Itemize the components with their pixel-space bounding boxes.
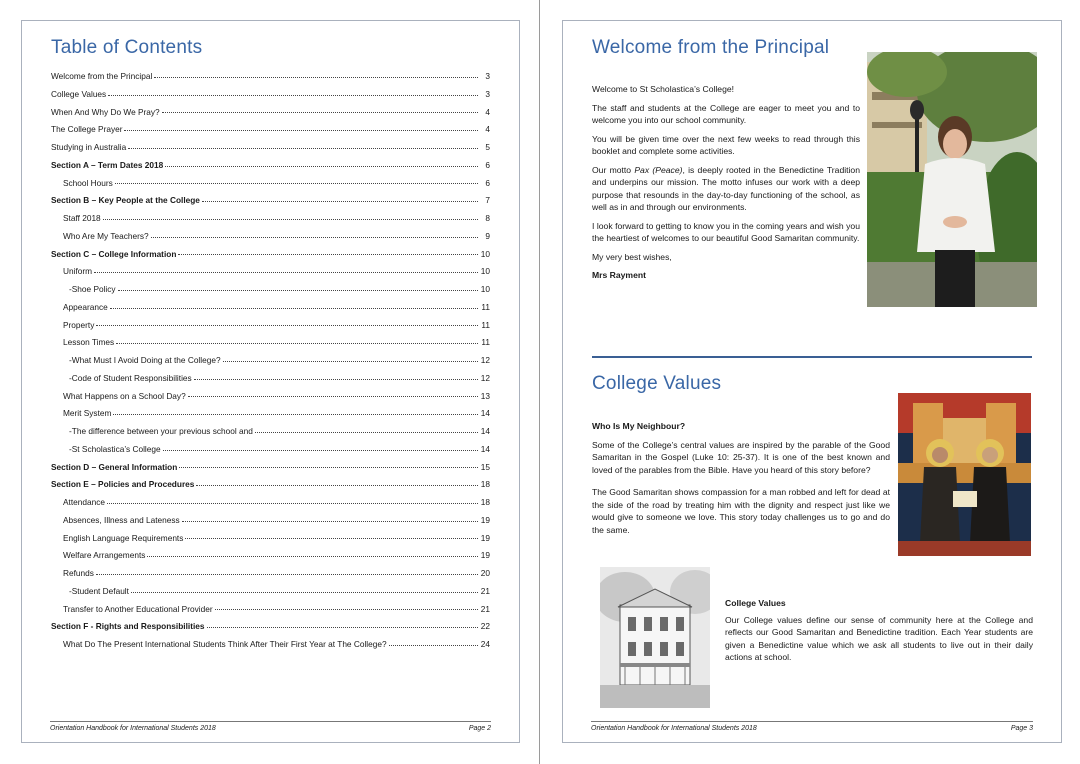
toc-leader-dots — [178, 254, 478, 255]
toc-leader-dots — [196, 485, 478, 486]
toc-entry-label: Staff 2018 — [63, 213, 101, 223]
toc-entry[interactable] — [51, 210, 490, 228]
page-footer — [50, 721, 491, 732]
toc-leader-dots — [202, 201, 478, 202]
toc-entry[interactable] — [51, 388, 490, 406]
toc-entry[interactable] — [51, 530, 490, 548]
toc-leader-dots — [124, 130, 478, 131]
toc-entry[interactable] — [51, 423, 490, 441]
section-divider — [592, 356, 1032, 358]
toc-entry-page: 6 — [485, 159, 490, 170]
toc-entry-page: 13 — [480, 390, 490, 401]
toc-entry-page: 21 — [480, 603, 490, 614]
values-paragraph: Some of the College’s central values are inspired by the parable of the Good Samaritan in the Gospel (Luke 10: 25-37). It is one of the best known and loved of the parables from the Bible. Have you heard of this story before? — [592, 439, 890, 475]
college-building-sketch — [600, 567, 710, 708]
toc-entry-label: -St Scholastica’s College — [69, 443, 161, 454]
toc-entry[interactable] — [51, 228, 490, 246]
toc-entry-label: Section D – General Information — [51, 461, 178, 472]
toc-entry-page: 5 — [485, 142, 490, 152]
toc-entry-label: Welcome from the Principal — [51, 71, 153, 81]
page-footer — [591, 721, 1033, 732]
toc-entry[interactable] — [51, 618, 490, 636]
toc-leader-dots — [162, 112, 478, 113]
toc-entry[interactable] — [51, 157, 490, 175]
toc-entry-page: 3 — [485, 88, 490, 99]
toc-leader-dots — [151, 237, 478, 238]
toc-entry[interactable] — [51, 263, 490, 281]
toc-entry[interactable] — [51, 565, 490, 583]
toc-entry-label: Section F - Rights and Responsibilities — [51, 621, 205, 632]
toc-entry-label: Refunds — [63, 568, 94, 578]
footer-title: Orientation Handbook for International Students 2018 — [50, 725, 216, 732]
toc-leader-dots — [188, 396, 478, 397]
toc-entry-page: 14 — [480, 426, 490, 436]
toc-entry[interactable] — [51, 281, 490, 299]
welcome-greeting: Welcome to St Scholastica’s College! — [592, 84, 735, 94]
toc-leader-dots — [110, 308, 478, 309]
toc-leader-dots — [179, 467, 478, 468]
toc-entry[interactable] — [51, 405, 490, 423]
toc-entry[interactable] — [51, 104, 490, 122]
toc-entry[interactable] — [51, 636, 490, 654]
principal-signature: Mrs Rayment — [592, 270, 646, 280]
principal-photo — [867, 52, 1037, 307]
toc-entry-label: Section E – Policies and Procedures — [51, 479, 195, 490]
toc-leader-dots — [115, 183, 478, 184]
values-body — [592, 420, 890, 542]
toc-entry[interactable] — [51, 441, 490, 459]
toc-entry-page: 10 — [480, 248, 490, 259]
toc-leader-dots — [207, 627, 478, 628]
toc-entry-page: 18 — [480, 479, 490, 490]
values-paragraph: The Good Samaritan shows compassion for a man robbed and left for dead at the side of the road by treating him with the dignity and respect just like we would give to someone we love. This story today challenges us to go and do the same. — [592, 487, 890, 535]
toc-leader-dots — [116, 343, 478, 344]
toc-entry-label: -Code of Student Responsibilities — [69, 372, 192, 383]
toc-entry-label: Welfare Arrangements — [63, 550, 146, 561]
footer-page-number: Page 2 — [468, 725, 491, 732]
toc-leader-dots — [154, 77, 478, 78]
toc-entry-label: The College Prayer — [51, 124, 123, 135]
page-gutter-divider — [539, 0, 540, 764]
toc-entry[interactable] — [51, 317, 490, 335]
toc-entry-page: 19 — [480, 514, 490, 525]
toc-leader-dots — [165, 166, 478, 167]
toc-entry-label: -Shoe Policy — [69, 284, 116, 294]
toc-entry-label: Transfer to Another Educational Provider — [63, 603, 213, 614]
toc-entry-label: Section A – Term Dates 2018 — [51, 159, 164, 170]
toc-entry-label: College Values — [51, 88, 107, 99]
toc-entry-page: 14 — [480, 443, 490, 454]
toc-entry-page: 22 — [480, 621, 490, 632]
page-table-of-contents — [21, 20, 520, 743]
welcome-paragraph: The staff and students at the College are eager to meet you and to welcome you into our school community. — [592, 102, 860, 125]
toc-entry-label: Appearance — [63, 301, 108, 312]
toc-entry[interactable] — [51, 246, 490, 264]
toc-entry-page: 10 — [480, 284, 490, 294]
toc-entry-label: English Language Requirements — [63, 532, 184, 543]
toc-entry-label: School Hours — [63, 177, 113, 188]
toc-entry-page: 21 — [480, 585, 490, 596]
toc-leader-dots — [389, 645, 478, 646]
footer-page-number: Page 3 — [1010, 725, 1033, 732]
toc-entry-label: Section B – Key People at the College — [51, 195, 200, 206]
toc-entry-page: 15 — [480, 461, 490, 472]
toc-entry[interactable] — [51, 583, 490, 601]
toc-entry[interactable] — [51, 476, 490, 494]
toc-entry-page: 6 — [485, 177, 490, 188]
toc-entry-page: 20 — [480, 568, 490, 578]
toc-entry-label: What Do The Present International Students Think After Their First Year at The College? — [63, 639, 387, 649]
toc-leader-dots — [113, 414, 478, 415]
toc-entry-page: 10 — [480, 266, 490, 277]
toc-leader-dots — [255, 432, 478, 433]
toc-leader-dots — [107, 503, 478, 504]
toc-entry[interactable] — [51, 139, 490, 157]
values-title: College Values — [592, 373, 722, 394]
toc-entry-page: 7 — [485, 195, 490, 206]
toc-entry[interactable] — [51, 601, 490, 619]
toc-entry[interactable] — [51, 494, 490, 512]
toc-leader-dots — [163, 450, 478, 451]
toc-leader-dots — [128, 148, 478, 149]
toc-entry-page: 19 — [480, 532, 490, 543]
toc-entry-page: 24 — [480, 639, 490, 649]
toc-entry-label: Attendance — [63, 497, 105, 507]
college-values-subheading: College Values — [725, 598, 786, 608]
toc-entry[interactable] — [51, 299, 490, 317]
religious-painting — [898, 393, 1031, 556]
values-subheading: Who Is My Neighbour? — [592, 421, 686, 431]
toc-entry-page: 11 — [481, 301, 490, 312]
page-welcome-and-values — [562, 20, 1062, 743]
toc-entry-label: Studying in Australia — [51, 142, 127, 152]
toc-entry-page: 8 — [485, 213, 490, 223]
toc-entry[interactable] — [51, 334, 490, 352]
toc-leader-dots — [194, 379, 478, 380]
toc-entry-label: -What Must I Avoid Doing at the College? — [69, 355, 221, 365]
welcome-closing: My very best wishes, — [592, 251, 672, 262]
toc-entry[interactable] — [51, 370, 490, 388]
toc-entry[interactable] — [51, 121, 490, 139]
college-values-paragraph: Our College values define our sense of community here at the College and reflects our Good Samaritan and Benedictine tradition. Each Year students are given a Benedictine value which we ask all students to live out in their daily actions at school. — [725, 614, 1033, 662]
toc-entry-label: When And Why Do We Pray? — [51, 106, 160, 117]
toc-entry-label: Property — [63, 319, 95, 330]
toc-leader-dots — [131, 592, 478, 593]
toc-leader-dots — [223, 361, 478, 362]
toc-entry-label: Section C – College Information — [51, 248, 177, 259]
toc-entry-label: Absences, Illness and Lateness — [63, 514, 180, 525]
toc-leader-dots — [108, 95, 478, 96]
toc-entry-page: 14 — [480, 408, 490, 419]
toc-entry-page: 4 — [485, 106, 490, 117]
toc-entry[interactable] — [51, 192, 490, 210]
toc-entry[interactable] — [51, 459, 490, 477]
toc-leader-dots — [103, 219, 478, 220]
toc-leader-dots — [182, 521, 478, 522]
toc-entry-label: Who Are My Teachers? — [63, 230, 149, 241]
toc-entry-page: 19 — [480, 550, 490, 561]
toc-entry-page: 4 — [485, 124, 490, 135]
toc-leader-dots — [96, 574, 478, 575]
toc-entry[interactable] — [51, 175, 490, 193]
toc-entry[interactable] — [51, 68, 490, 86]
toc-entry-page: 18 — [480, 497, 490, 507]
toc-list — [51, 68, 490, 654]
toc-entry-label: What Happens on a School Day? — [63, 390, 186, 401]
toc-entry-label: Uniform — [63, 266, 93, 277]
toc-leader-dots — [147, 556, 478, 557]
toc-entry[interactable] — [51, 512, 490, 530]
toc-entry-label: -The difference between your previous school and — [69, 426, 253, 436]
toc-title: Table of Contents — [51, 37, 203, 58]
toc-entry-label: -Student Default — [69, 585, 129, 596]
toc-entry-page: 9 — [485, 230, 490, 241]
toc-entry-page: 11 — [481, 319, 490, 330]
toc-entry-page: 11 — [481, 337, 490, 348]
welcome-paragraph: You will be given time over the next few weeks to read through this booklet and complete some activities. — [592, 133, 860, 156]
footer-title: Orientation Handbook for International Students 2018 — [591, 725, 757, 732]
college-values-body — [725, 597, 1033, 670]
toc-leader-dots — [215, 609, 478, 610]
toc-leader-dots — [185, 538, 478, 539]
toc-entry[interactable] — [51, 86, 490, 104]
welcome-title: Welcome from the Principal — [592, 37, 830, 58]
welcome-paragraph: I look forward to getting to know you in the coming years and wish you the heartiest of welcomes to our beautiful Good Samaritan community. — [592, 220, 860, 243]
welcome-body — [592, 83, 860, 288]
toc-leader-dots — [118, 290, 478, 291]
toc-entry-label: Lesson Times — [63, 337, 115, 348]
toc-entry-page: 12 — [480, 355, 490, 365]
toc-entry-page: 12 — [480, 372, 490, 383]
toc-entry[interactable] — [51, 352, 490, 370]
toc-leader-dots — [96, 325, 478, 326]
toc-entry[interactable] — [51, 547, 490, 565]
toc-entry-page: 3 — [485, 71, 490, 81]
toc-entry-label: Merit System — [63, 408, 112, 419]
welcome-paragraph-motto: Our motto Pax (Peace), is deeply rooted in the Benedictine Tradition and underpins our mission. The motto infuses our work with a deep purpose that resounds in the day-to-day functioning of the school, as well as in and through our environments. — [592, 164, 860, 212]
toc-leader-dots — [94, 272, 478, 273]
